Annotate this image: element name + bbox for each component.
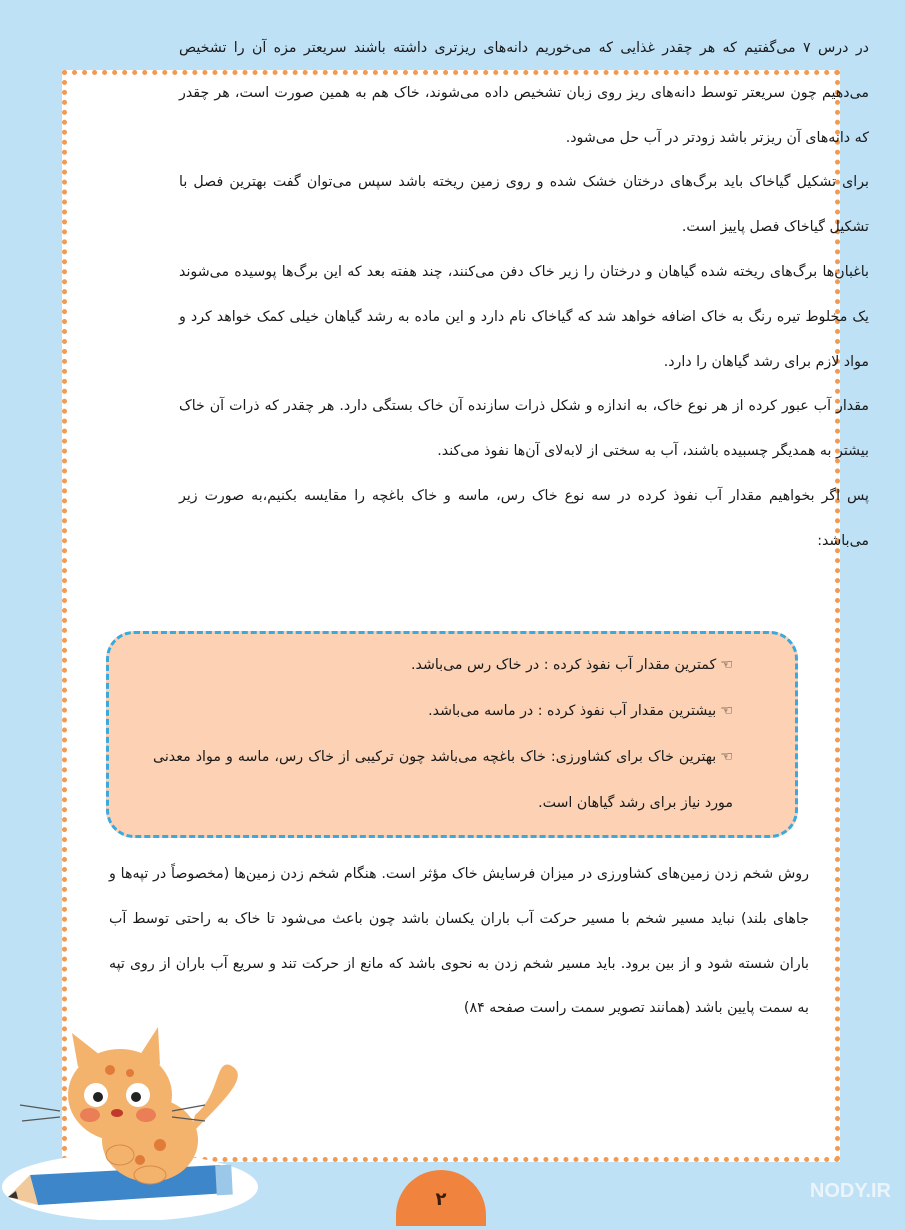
box-item-text: بیشترین مقدار آب نفوذ کرده : در ماسه می‌باشد.: [428, 703, 717, 719]
pointing-hand-icon: ☜: [720, 657, 733, 673]
highlight-box: [106, 631, 798, 838]
paragraph-3: باغبان‌ها برگ‌های ریخته شده گیاهان و درختان را زیر خاک دفن می‌کنند، چند هفته بعد که این برگ‌ها پوسیده می‌شوند یک مخلوط تیره رنگ به خاک اضافه خواهد شد که گیاخاک نام دارد و این ماده به رشد گیاهان خیلی کمک خواهد کرد و مواد لازم برای رشد گیاهان را دارد.: [179, 263, 869, 370]
paragraph-2: برای تشکیل گیاخاک باید برگ‌های درختان خشک شده و روی زمین ریخته باشد سپس می‌توان گفت بهترین فصل با تشکیل گیاخاک فصل پاییز است.: [179, 174, 869, 236]
top-text-block: [179, 26, 869, 564]
box-item-text: کمترین مقدار آب نفوذ کرده : در خاک رس می‌باشد.: [410, 657, 717, 673]
watermark-text: NODY.IR: [809, 1180, 891, 1202]
page-number: ۲: [396, 1170, 486, 1226]
bottom-text-block: [109, 852, 809, 1031]
pointing-hand-icon: ☜: [720, 703, 733, 719]
box-item-text: بهترین خاک برای کشاورزی: خاک باغچه می‌باشد چون ترکیبی از خاک رس، ماسه و مواد معدنی مورد نیاز برای رشد گیاهان است.: [153, 749, 733, 811]
box-item-1: [153, 642, 733, 688]
box-item-3: [153, 734, 733, 826]
pointing-hand-icon: ☜: [720, 749, 733, 765]
watermark: [810, 1180, 891, 1203]
paragraph-5: پس اگر بخواهیم مقدار آب نفوذ کرده در سه نوع خاک رس، ماسه و خاک باغچه را مقایسه بکنیم،به صورت زیر می‌باشد:: [179, 487, 869, 549]
paragraph-4: مقدار آب عبور کرده از هر نوع خاک، به اندازه و شکل ذرات سازنده آن خاک بستگی دارد. هر چقدر که ذرات آن خاک بیشتر به همدیگر چسبیده باشند، آب به سختی از لابه‌لای آن‌ها نفوذ می‌کند.: [179, 398, 869, 460]
cat-on-pencil-illustration: [0, 1015, 270, 1220]
paragraph-6: روش شخم زدن زمین‌های کشاورزی در میزان فرسایش خاک مؤثر است. هنگام شخم زدن زمین‌ها (مخصوصاً در تپه‌ها و جاهای بلند) نباید مسیر شخم با مسیر حرکت آب باران یکسان باشد چون باعث می‌شود تا خاک به راحتی توسط آب باران شسته شود و از بین برود. باید مسیر شخم زدن به نحوی باشد که مانع از حرکت تند و سریع آب باران از روی تپه به سمت پایین باشد (همانند تصویر سمت راست صفحه ۸۴): [109, 866, 809, 1017]
paragraph-1: در درس ۷ می‌گفتیم که هر چقدر غذایی که می‌خوریم دانه‌های ریزتری داشته باشند سریعتر مزه آن را تشخیص می‌دهیم چون سریعتر توسط دانه‌های ریز روی زبان تشخیص داده می‌شوند، خاک هم به همین صورت است، هر چقدر که دانه‌های آن ریزتر باشد زودتر در آب حل می‌شود.: [179, 40, 869, 146]
box-item-2: [153, 688, 733, 734]
